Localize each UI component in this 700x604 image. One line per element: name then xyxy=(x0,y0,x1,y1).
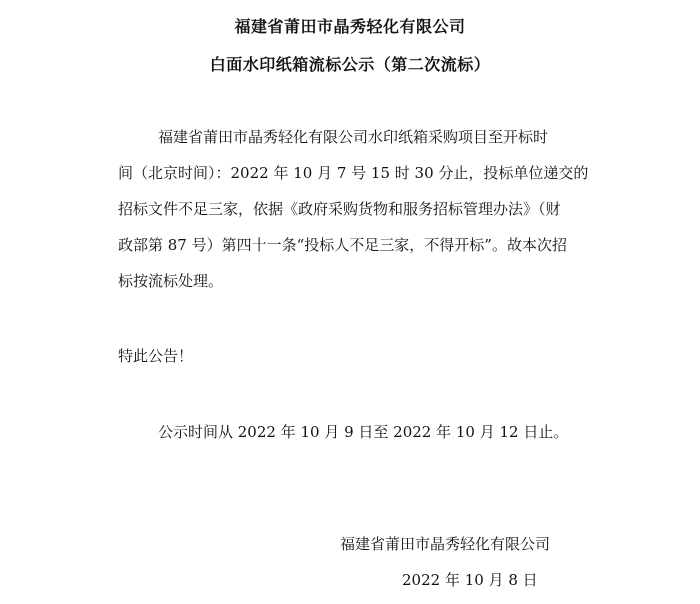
body-line-2: 间（北京时间）：2022 年 10 月 7 号 15 时 30 分止，投标单位递交的 xyxy=(118,164,589,182)
body-line-4: 政部第 87 号）第四十一条“投标人不足三家，不得开标”。故本次招 xyxy=(118,236,567,254)
signature-company: 福建省莆田市晶秀轻化有限公司 xyxy=(340,535,551,553)
notice-text: 特此公告！ xyxy=(118,347,194,365)
publicity-period: 公示时间从 2022 年 10 月 9 日至 2022 年 10 月 12 日止。 xyxy=(158,423,569,441)
body-line-5: 标按流标处理。 xyxy=(118,272,224,290)
document-title-line-1: 福建省莆田市晶秀轻化有限公司 xyxy=(234,17,466,36)
document-title-line-2: 白面水印纸箱流标公示（第二次流标） xyxy=(209,55,491,74)
body-line-3: 招标文件不足三家，依据《政府采购货物和服务招标管理办法》（财 xyxy=(118,200,561,218)
signature-date: 2022 年 10 月 8 日 xyxy=(402,571,538,589)
body-line-1: 福建省莆田市晶秀轻化有限公司水印纸箱采购项目至开标时 xyxy=(158,128,549,146)
